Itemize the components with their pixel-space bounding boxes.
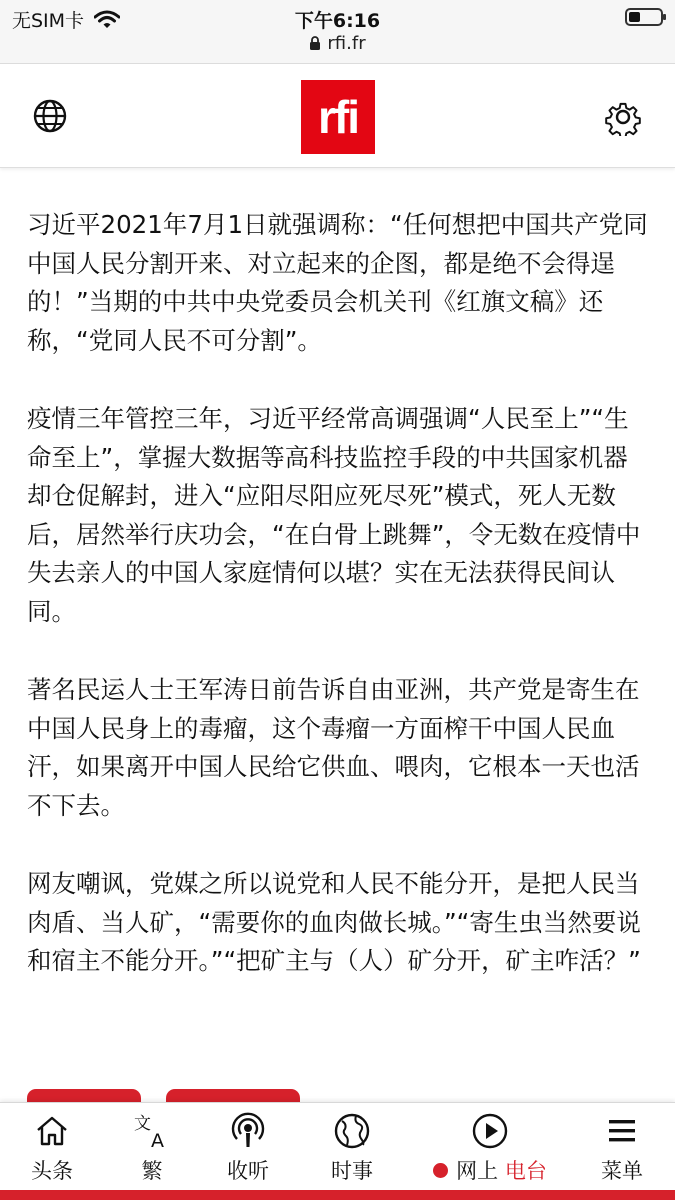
url-text: rfi.fr — [327, 33, 366, 54]
bottom-nav — [0, 1102, 675, 1190]
article-body — [27, 206, 652, 1021]
article-paragraph: 疫情三年管控三年，习近平经常高调强调“人民至上”“生命至上”，掌握大数据等高科技监控手段的中共国家机器却仓促解封，进入“应阳尽阳应死尽死”模式，死人无数后，居然举行庆功会，“在白骨上跳舞”，令无数在疫情中失去亲人的中国人家庭情何以堪？实在无法获得民间认同。 — [27, 404, 641, 626]
home-icon — [35, 1114, 69, 1148]
menu-icon — [605, 1114, 639, 1148]
clock: 下午6:16 — [294, 10, 381, 32]
nav-live-radio[interactable] — [420, 1111, 560, 1185]
nav-label: 繁 — [141, 1159, 163, 1183]
rfi-logo[interactable]: rfi — [301, 80, 375, 154]
nav-label: 菜单 — [601, 1159, 643, 1183]
article-paragraph: 著名民运人士王军涛日前告诉自由亚洲，共产党是寄生在中国人民身上的毒瘤，这个毒瘤一方面榨干中国人民血汗，如果离开中国人民给它供血、喂肉，它根本一天也活不下去。 — [27, 675, 640, 820]
settings-button[interactable] — [604, 98, 642, 136]
site-header — [0, 64, 675, 168]
nav-label-radio: 电台 — [504, 1159, 547, 1183]
nav-listen[interactable] — [218, 1111, 278, 1185]
podcast-icon — [229, 1112, 267, 1150]
nav-headlines[interactable] — [22, 1111, 82, 1185]
nav-label: 收听 — [227, 1159, 269, 1183]
gear-icon — [604, 98, 642, 136]
nav-label: 时事 — [331, 1159, 373, 1183]
lock-icon — [309, 36, 321, 51]
battery-icon — [625, 8, 663, 26]
article-paragraph: 网友嘲讽，党媒之所以说党和人民不能分开，是把人民当肉盾、当人矿，“需要你的血肉做长城。”“寄生虫当然要说和宿主不能分开。”“把矿主与（人）矿分开，矿主咋活？” — [27, 869, 641, 975]
nav-label-online: 网上 — [456, 1159, 499, 1183]
world-icon — [333, 1112, 371, 1150]
language-button[interactable] — [32, 98, 68, 134]
carrier-label: 无SIM卡 — [12, 10, 85, 32]
article-paragraph: 习近平2021年7月1日就强调称：“任何想把中国共产党同中国人民分割开来、对立起来的企图，都是绝不会得逞的！”当期的中共中央党委员会机关刊《红旗文稿》还称，“党同人民不可分割”。 — [27, 210, 648, 355]
nav-menu[interactable] — [592, 1111, 652, 1185]
bottom-accent-bar — [0, 1190, 675, 1200]
svg-text:A: A — [151, 1130, 164, 1150]
translate-icon — [133, 1112, 171, 1150]
play-icon — [471, 1112, 509, 1150]
live-dot-icon — [433, 1163, 448, 1178]
globe-icon — [32, 98, 68, 134]
nav-news[interactable] — [322, 1111, 382, 1185]
nav-traditional[interactable] — [122, 1111, 182, 1185]
nav-label — [433, 1155, 547, 1185]
svg-text:文: 文 — [134, 1114, 151, 1134]
status-bar — [0, 0, 675, 64]
address-bar[interactable] — [0, 33, 675, 54]
nav-label: 头条 — [31, 1159, 73, 1183]
